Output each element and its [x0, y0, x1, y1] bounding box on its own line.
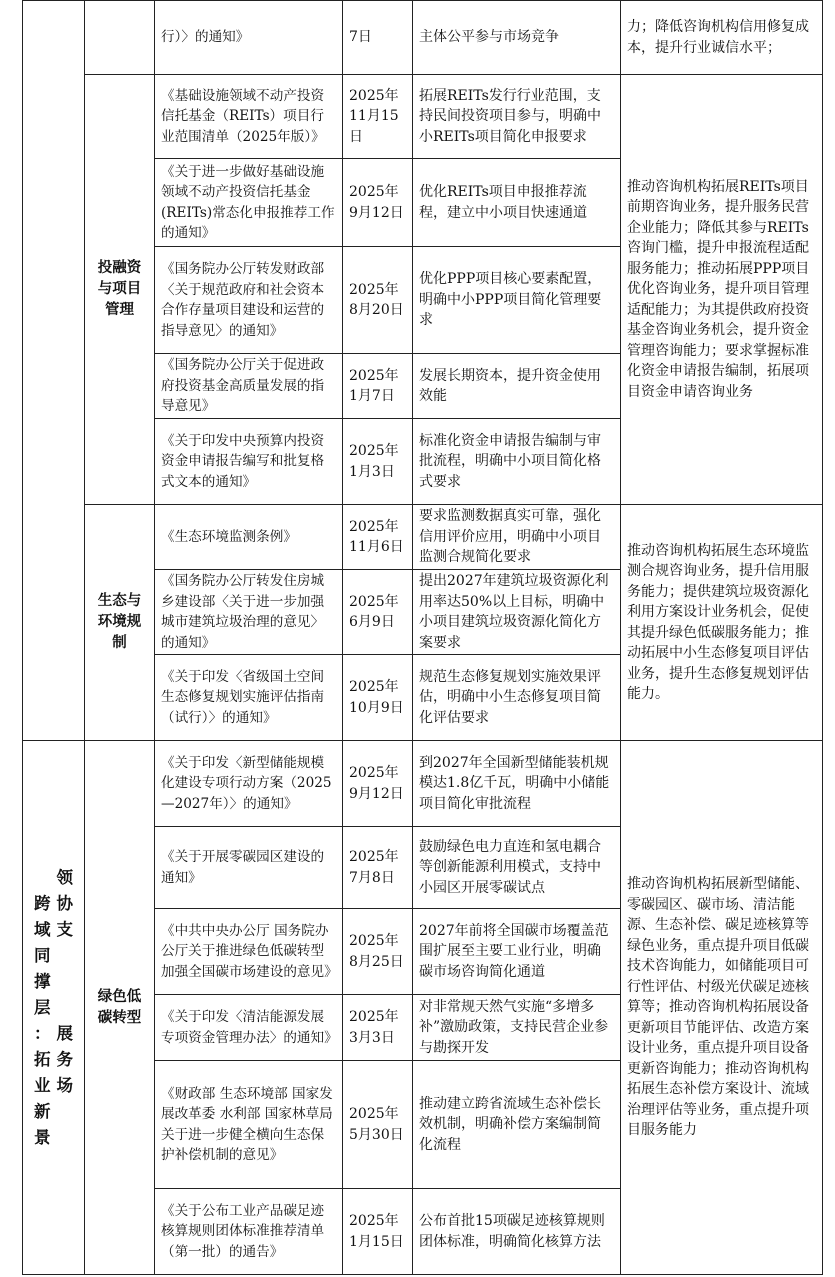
issue-date: 2025年7月8日 [343, 827, 413, 909]
issue-date: 2025年1月7日 [343, 354, 413, 419]
policy-content: 发展长期资本，提升资金使用效能 [413, 354, 621, 419]
issue-date: 2025年3月3日 [343, 995, 413, 1061]
table-row [23, 1, 823, 75]
policy-content: 规范生态修复规划实施效果评估，明确中小生态修复项目简化评估要求 [413, 655, 621, 741]
impact-description: 力；降低咨询机构信用修复成本，提升行业诚信水平； [621, 1, 823, 75]
policy-document: 《关于开展零碳园区建设的通知》 [155, 827, 343, 909]
policy-document: 《财政部 生态环境部 国家发展改革委 水利部 国家林草局关于进一步健全横向生态保护补偿机制的意见》 [155, 1061, 343, 1189]
policy-document: 《中共中央办公厅 国务院办公厅关于推进绿色低碳转型加强全国碳市场建设的意见》 [155, 909, 343, 995]
issue-date: 2025年5月30日 [343, 1061, 413, 1189]
policy-content: 优化REITs项目申报推荐流程，建立中小项目快速通道 [413, 159, 621, 247]
policy-document: 《国务院办公厅转发住房城乡建设部〈关于进一步加强城市建筑垃圾治理的意见〉的通知》 [155, 570, 343, 655]
impact-investment: 推动咨询机构拓展REITs项目前期咨询业务，提升服务民营企业能力；降低其参与REITs咨询门槛，提升申报流程适配服务能力；推动拓展PPP项目优化咨询业务，提升项目管理适配能力；为其提供政府投资基金咨询业务机会，提升资金管理咨询能力；要求掌握标准化资金申请报告编制，拓展项目资金申请咨询业务 [621, 75, 823, 505]
table-row [23, 75, 823, 159]
policy-content: 提出2027年建筑垃圾资源化利用率达50%以上目标，明确中小项目建筑垃圾资源化简化方案要求 [413, 570, 621, 655]
issue-date: 2025年11月15日 [343, 75, 413, 159]
policy-document: 《基础设施领域不动产投资信托基金（REITs）项目行业范围清单（2025年版）》 [155, 75, 343, 159]
policy-content: 拓展REITs发行行业范围，支持民间投资项目参与，明确中小REITs项目简化申报要求 [413, 75, 621, 159]
table-row [23, 741, 823, 827]
policy-document: 《生态环境监测条例》 [155, 505, 343, 570]
policy-content: 优化PPP项目核心要素配置，明确中小PPP项目简化管理要求 [413, 247, 621, 354]
issue-date: 7日 [343, 1, 413, 75]
policy-content: 公布首批15项碳足迹核算规则团体标准，明确简化核算方法 [413, 1189, 621, 1275]
policy-content: 到2027年全国新型储能装机规模达1.8亿千瓦，明确中小储能项目简化审批流程 [413, 741, 621, 827]
field-cell-empty [85, 1, 155, 75]
field-green: 绿色低碳转型 [85, 741, 155, 1275]
domain-label [23, 741, 85, 1275]
policy-content: 对非常规天然气实施“多增多补”激励政策，支持民营企业参与勘探开发 [413, 995, 621, 1061]
issue-date: 2025年6月9日 [343, 570, 413, 655]
policy-content: 鼓励绿色电力直连和氢电耦合等创新能源利用模式，支持中小园区开展零碳试点 [413, 827, 621, 909]
domain-label-left: 跨 域 同 撑 层 ： 拓 业 新 景 [34, 893, 51, 1147]
field-investment: 投融资与项目管理 [85, 75, 155, 505]
policy-content: 2027年前将全国碳市场覆盖范围扩展至主要工业行业，明确碳市场咨询简化通道 [413, 909, 621, 995]
policy-content: 主体公平参与市场竞争 [413, 1, 621, 75]
policy-document: 《关于印发中央预算内投资资金申请报告编写和批复格式文本的通知》 [155, 419, 343, 505]
domain-cell-empty [23, 1, 85, 741]
policy-document: 《关于公布工业产品碳足迹核算规则团体标准推荐清单（第一批）的通告》 [155, 1189, 343, 1275]
policy-table [22, 0, 823, 1275]
impact-ecology: 推动咨询机构拓展生态环境监测合规咨询业务，提升信用服务能力；提供建筑垃圾资源化利用方案设计业务机会，促使其提升绿色低碳服务能力；推动拓展中小生态修复项目评估业务，提升生态修复规划评估能力。 [621, 505, 823, 741]
policy-document: 《国务院办公厅转发财政部〈关于规范政府和社会资本合作存量项目建设和运营的指导意见〉的通知》 [155, 247, 343, 354]
policy-document: 《关于印发〈清洁能源发展专项资金管理办法〉的通知》 [155, 995, 343, 1061]
issue-date: 2025年11月6日 [343, 505, 413, 570]
issue-date: 2025年8月25日 [343, 909, 413, 995]
domain-label-right: 领 协 支 展 务 场 [56, 867, 73, 1095]
policy-document: 《国务院办公厅关于促进政府投资基金高质量发展的指导意见》 [155, 354, 343, 419]
policy-content: 推动建立跨省流域生态补偿长效机制，明确补偿方案编制简化流程 [413, 1061, 621, 1189]
policy-document: 行）〉的通知》 [155, 1, 343, 75]
policy-document: 《关于进一步做好基础设施领域不动产投资信托基金(REITs)常态化申报推荐工作的通知》 [155, 159, 343, 247]
issue-date: 2025年9月12日 [343, 159, 413, 247]
table-row [23, 505, 823, 570]
issue-date: 2025年8月20日 [343, 247, 413, 354]
issue-date: 2025年9月12日 [343, 741, 413, 827]
policy-content: 要求监测数据真实可靠，强化信用评价应用，明确中小项目监测合规简化要求 [413, 505, 621, 570]
issue-date: 2025年1月15日 [343, 1189, 413, 1275]
issue-date: 2025年1月3日 [343, 419, 413, 505]
policy-document: 《关于印发〈新型储能规模化建设专项行动方案（2025—2027年）〉的通知》 [155, 741, 343, 827]
policy-document: 《关于印发〈省级国土空间生态修复规划实施评估指南（试行）〉的通知》 [155, 655, 343, 741]
field-ecology: 生态与环境规制 [85, 505, 155, 741]
impact-green: 推动咨询机构拓展新型储能、零碳园区、碳市场、清洁能源、生态补偿、碳足迹核算等绿色业务，重点提升项目低碳技术咨询能力，如储能项目可行性评估、村级光伏碳足迹核算等；推动咨询机构拓展设备更新项目节能评估、改造方案设计业务，重点提升项目设备更新咨询能力；推动咨询机构拓展生态补偿方案设计、流域治理评估等业务，重点提升项目服务能力 [621, 741, 823, 1275]
issue-date: 2025年10月9日 [343, 655, 413, 741]
policy-content: 标准化资金申请报告编制与审批流程，明确中小项目简化格式要求 [413, 419, 621, 505]
